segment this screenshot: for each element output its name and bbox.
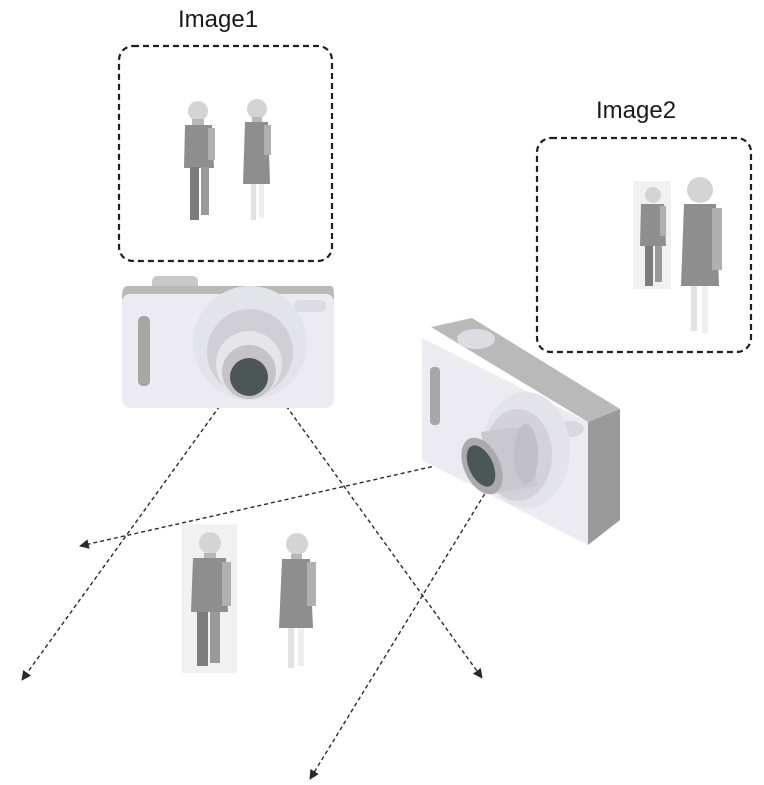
camera2-ray-left [80,459,466,546]
image1-woman-figure [243,99,271,220]
image1-frame [119,46,332,261]
image1-caption: Image1 [178,6,259,33]
image2-caption: Image2 [596,97,677,124]
camera2-ray-down [310,482,492,779]
scene-woman-figure [279,533,316,668]
image1-man-figure [184,101,215,220]
camera1 [122,276,334,408]
image2-woman-figure [681,177,722,333]
